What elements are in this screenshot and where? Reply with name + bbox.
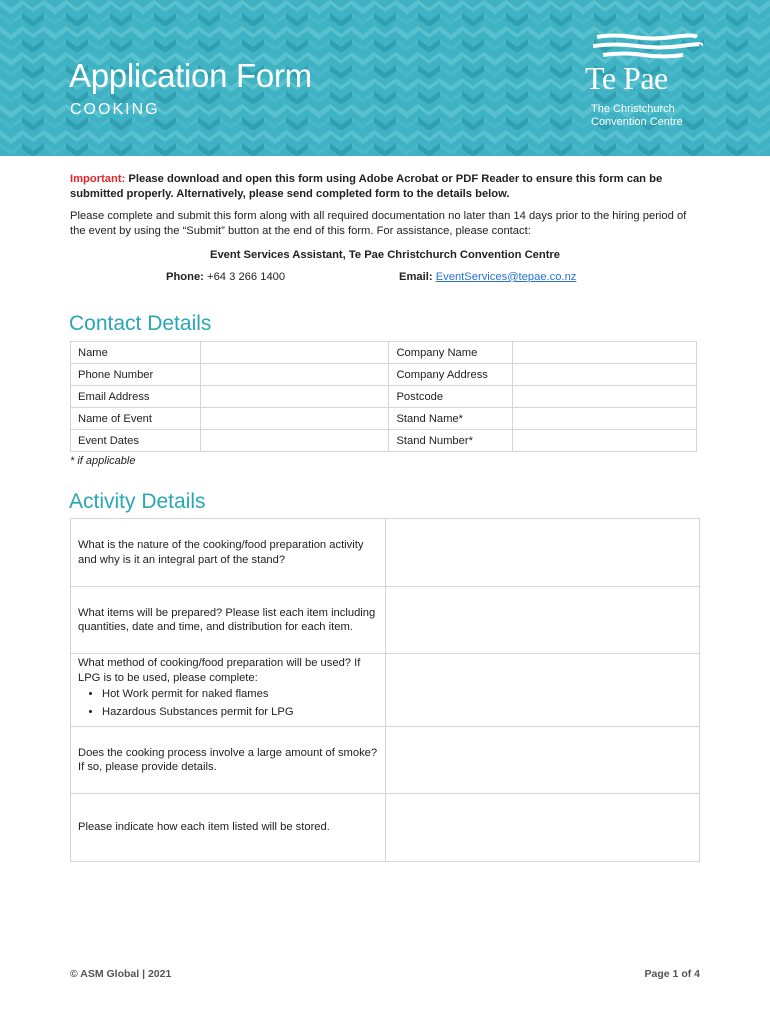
company-address-field[interactable] [513, 364, 697, 386]
list-item: • Hazardous Substances permit for LPG [102, 705, 385, 719]
field-label: Phone Number [71, 364, 201, 386]
table-row [71, 430, 697, 452]
answer-field[interactable] [385, 794, 699, 862]
table-row [71, 519, 700, 587]
field-label: Name [71, 342, 201, 364]
question-label: What method of cooking/food preparation will be used? If LPG is to be used, please complete: [78, 657, 361, 684]
field-label: Stand Name* [389, 408, 513, 430]
table-row [71, 386, 697, 408]
field-label: Company Name [389, 342, 513, 364]
answer-field[interactable] [385, 519, 699, 587]
table-row [71, 342, 697, 364]
contact-details-heading: Contact Details [69, 312, 212, 335]
footer-page-number: Page 1 of 4 [644, 968, 700, 980]
event-dates-field[interactable] [200, 430, 389, 452]
question-label: Please indicate how each item listed will be stored. [71, 794, 386, 862]
phone-line [166, 271, 285, 283]
activity-details-heading: Activity Details [69, 490, 206, 513]
field-label: Postcode [389, 386, 513, 408]
footer-copyright: © ASM Global | 2021 [70, 968, 172, 980]
email-line [399, 271, 576, 283]
answer-field[interactable] [385, 587, 699, 654]
email-label: Email: [399, 271, 433, 283]
page-subtitle: COOKING [70, 101, 160, 118]
phone-value: +64 3 266 1400 [203, 271, 286, 283]
field-label: Name of Event [71, 408, 201, 430]
logo-tagline-1: The Christchurch [591, 103, 675, 115]
question-label: What is the nature of the cooking/food preparation activity and why is it an integral part of the stand? [71, 519, 386, 587]
field-label: Company Address [389, 364, 513, 386]
page-title: Application Form [69, 57, 312, 94]
header-banner [0, 0, 770, 156]
table-row [71, 364, 697, 386]
question-cell [71, 654, 386, 727]
company-name-field[interactable] [513, 342, 697, 364]
email-link[interactable]: EventServices@tepae.co.nz [435, 271, 577, 283]
field-label: Email Address [71, 386, 201, 408]
contact-details-table [70, 341, 697, 452]
phone-number-field[interactable] [200, 364, 389, 386]
event-name-field[interactable] [200, 408, 389, 430]
logo-wordmark: Te Pae [585, 60, 668, 96]
applicable-note: * if applicable [70, 455, 136, 467]
postcode-field[interactable] [513, 386, 697, 408]
permit-list [78, 687, 385, 720]
table-row [71, 587, 700, 654]
email-address-field[interactable] [200, 386, 389, 408]
phone-label: Phone: [166, 271, 204, 283]
table-row [71, 794, 700, 862]
logo-waves-icon [593, 32, 703, 62]
answer-field[interactable] [385, 727, 699, 794]
logo-tagline-2: Convention Centre [591, 116, 683, 128]
important-label: Important: [70, 173, 126, 185]
list-item: • Hot Work permit for naked flames [102, 687, 385, 701]
table-row [71, 727, 700, 794]
field-label: Event Dates [71, 430, 201, 452]
table-row [71, 408, 697, 430]
important-text: Please download and open this form using Adobe Acrobat or PDF Reader to ensure this form can be submitted properly. Alternatively, please send completed form to the details below. [70, 173, 663, 200]
field-label: Stand Number* [389, 430, 513, 452]
stand-number-field[interactable] [513, 430, 697, 452]
logo [585, 32, 705, 132]
name-field[interactable] [200, 342, 389, 364]
important-notice [70, 172, 700, 201]
answer-field[interactable] [385, 654, 699, 727]
stand-name-field[interactable] [513, 408, 697, 430]
table-row [71, 654, 700, 727]
instructions-paragraph: Please complete and submit this form along with all required documentation no later than 14 days prior to the hiring period of the event by using the “Submit” button at the end of this form. For assistance, please contact: [70, 210, 687, 237]
activity-details-table [70, 518, 700, 862]
question-label: What items will be prepared? Please list each item including quantities, date and time, and distribution for each item. [71, 587, 386, 654]
question-label: Does the cooking process involve a large amount of smoke? If so, please provide details. [71, 727, 386, 794]
contact-person: Event Services Assistant, Te Pae Christchurch Convention Centre [209, 249, 561, 261]
